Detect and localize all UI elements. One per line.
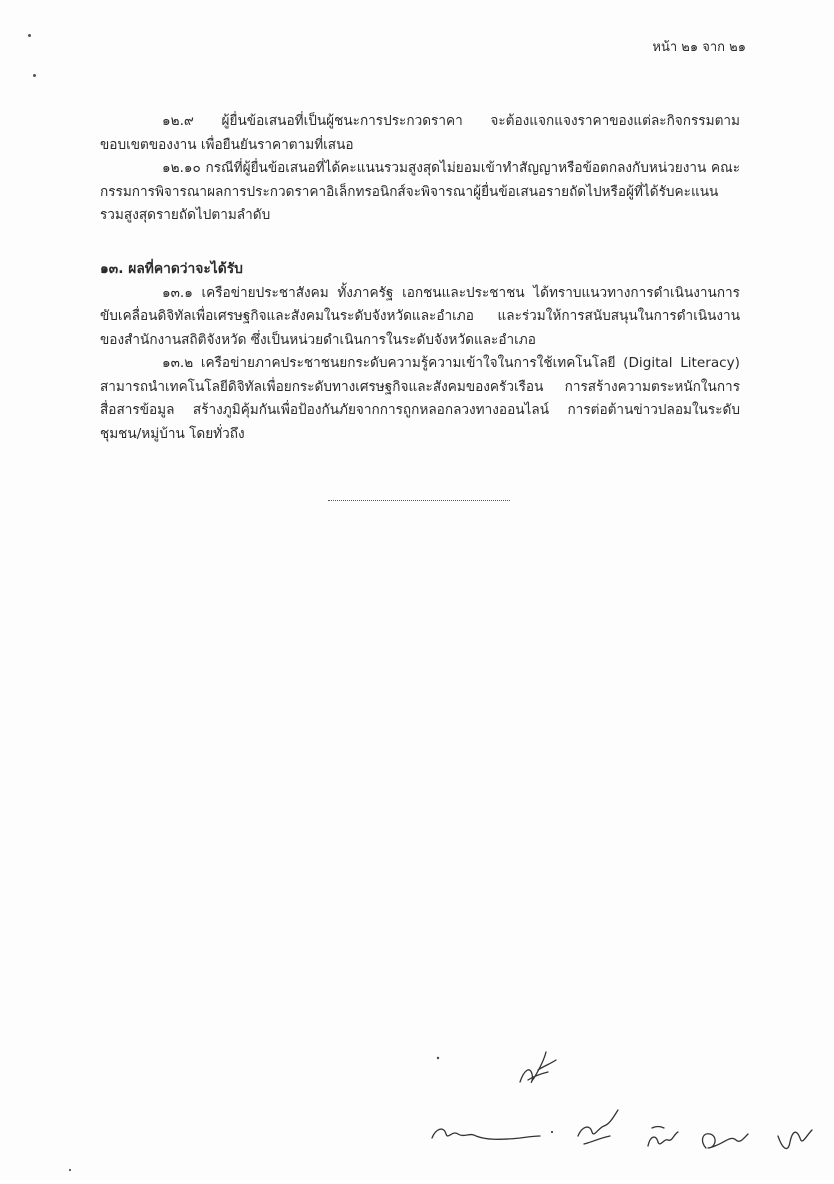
paragraph-13-2: ๑๓.๒ เครือข่ายภาคประชาชนยกระดับความรู้ความเข้าใจในการใช้เทคโนโลยี (Digital Literacy) สามารถนำเทคโนโลยีดิจิทัลเพื่อยกระดับทางเศรษฐกิจและสังคมของครัวเรือน การสร้างความตระหนักในการสื่อสารข้อมูล สร้างภูมิคุ้มกันเพื่อป้องกันภัยจากการถูกหลอกลวงทางออนไลน์ การต่อต้านข่าวปลอมในระดับชุมชน/หมู่บ้าน โดยทั่วถึง	[100, 355, 740, 442]
end-divider	[328, 500, 510, 501]
scan-speck	[33, 74, 36, 77]
scan-speck	[28, 34, 31, 37]
paragraph-13-1: ๑๓.๑ เครือข่ายประชาสังคม ทั้งภาครัฐ เอกชนและประชาชน ได้ทราบแนวทางการดำเนินงานการขับเคลื่อนดิจิทัลเพื่อเศรษฐกิจและสังคมในระดับจังหวัดและอำเภอ และร่วมให้การสนับสนุนในการดำเนินงานของสำนักงานสถิติจังหวัด ซึ่งเป็นหน่วยดำเนินการในระดับจังหวัดและอำเภอ	[100, 284, 740, 348]
signature-mark	[0, 1030, 834, 1180]
paragraph-12-10: ๑๒.๑๐ กรณีที่ผู้ยื่นข้อเสนอที่ได้คะแนนรวมสูงสุดไม่ยอมเข้าทำสัญญาหรือข้อตกลงกับหน่วยงาน คณะกรรมการพิจารณาผลการประกวดราคาอิเล็กทรอนิกส์จะพิจารณาผู้ยื่นข้อเสนอรายถัดไปหรือผู้ที่ได้รับคะแนนรวมสูงสุดรายถัดไปตามลำดับ	[100, 160, 740, 223]
section-12	[100, 110, 740, 228]
section-heading: ๑๓. ผลที่คาดว่าจะได้รับ	[100, 261, 243, 277]
section-13	[100, 258, 740, 446]
paragraph-12-9: ๑๒.๙ ผู้ยื่นข้อเสนอที่เป็นผู้ชนะการประกวดราคา จะต้องแจกแจงราคาของแต่ละกิจกรรมตามขอบเขตของงาน เพื่อยืนยันราคาตามที่เสนอ	[100, 113, 740, 153]
signature-area	[0, 1030, 834, 1180]
page-number: หน้า ๒๑ จาก ๒๑	[652, 40, 746, 55]
